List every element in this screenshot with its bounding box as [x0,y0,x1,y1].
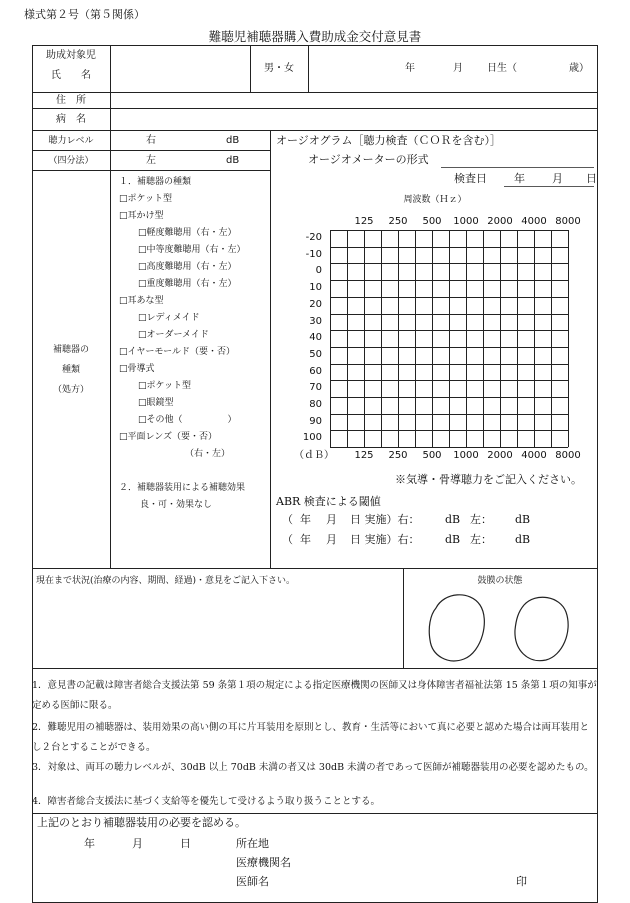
frequency-label-top: 250 [388,216,408,227]
note-4: 4．障害者総合支援法に基づく支給等を優先して受けるよう取り扱うこととする。 [32,796,381,807]
abr-row-text: 左： [470,513,492,526]
address-label: 住 所 [56,95,86,106]
birth-month-label: 月 [453,63,463,74]
abr-row-text: 日 実施）右： [350,533,420,546]
level-label: 90 [309,416,322,427]
level-label: 80 [309,399,322,410]
ear-hook-profound: □重度難聴用（右・左） [138,279,237,289]
db-unit-label: （ｄＢ） [294,450,334,461]
abr-row-text: dB [515,533,531,546]
audiometer-type-label: オージオメーターの形式 [308,153,429,166]
ear-hook-severe: □高度難聴用（右・左） [138,262,237,272]
ear-hook-mild: □軽度難聴用（右・左） [138,228,237,238]
pocket-option: □ポケット型 [119,194,173,204]
frequency-label-bottom: 8000 [555,450,581,461]
hearing-level-method: （四分法） [48,156,94,166]
level-label: 0 [315,265,322,276]
abr-row-text: dB [445,533,461,546]
audiogram-grid [330,230,569,448]
frequency-label-bottom: 2000 [487,450,513,461]
cert-year-label: 年 [84,837,95,850]
bone-eyeglass: □眼鏡型 [138,398,174,408]
hearing-aid-label-3: （処方） [52,385,89,395]
abr-row-text: 日 実施）右： [350,513,420,526]
frequency-label-top: 4000 [521,216,547,227]
frequency-axis-title: 周波数（Ｈｚ） [403,195,467,205]
frequency-label-top: 1000 [453,216,479,227]
audiogram-note: ※気導・骨導聴力をご記入ください。 [395,473,582,486]
abr-row-text: dB [515,513,531,526]
birthday-label: 日生（ [487,63,517,74]
frequency-label-top: 125 [354,216,374,227]
hearing-aid-label-1: 補聴器の [52,345,89,355]
bone-other: □その他（ ） [138,415,237,425]
level-label: 20 [309,299,322,310]
eardrum-label: 鼓膜の状態 [477,576,523,586]
cert-month-label: 月 [132,837,143,850]
age-label: 歳） [569,63,589,74]
disease-label: 病 名 [56,114,86,125]
level-label: 10 [309,282,322,293]
level-label: 50 [309,349,322,360]
exam-day-label: 日 [586,172,597,185]
level-label: 60 [309,366,322,377]
flat-lens-side: （右・左） [185,449,231,459]
gender-options: 男・女 [264,63,294,74]
abr-title: ABR 検査による閾値 [276,495,381,508]
level-label: 70 [309,382,322,393]
ear-hook-moderate: □中等度難聴用（右・左） [138,245,246,255]
ite-option: □耳あな型 [119,296,164,306]
exam-year-label: 年 [514,172,525,185]
status-label: 現在まで状況(治療の内容、期間、経過)・意見をご記入下さい。 [36,576,296,586]
level-label: 40 [309,332,322,343]
abr-row-text: dB [445,513,461,526]
hearing-left-label: 左 [146,155,156,166]
certification-statement: 上記のとおり補聴器装用の必要を認める。 [37,816,246,829]
cert-day-label: 日 [180,837,191,850]
level-label: -20 [305,232,322,243]
level-label: 30 [309,316,322,327]
note-2: 2．難聴児用の補聴器は、装用効果の高い側の耳に片耳装用を原則とし、教育・生活等において真に必要と認めた場合は両耳装用とし２台とすることができる。 [32,722,590,753]
level-label: 100 [302,432,322,443]
frequency-label-top: 2000 [487,216,513,227]
exam-month-label: 月 [552,172,563,185]
level-label: -10 [305,249,322,260]
abr-row-text: （ [282,513,293,526]
right-eardrum-outline [429,595,484,661]
flat-lens-option: □平面レンズ（要・否） [119,432,218,442]
bone-pocket: □ポケット型 [138,381,192,391]
birth-year-label: 年 [405,63,415,74]
note-3: 3．対象は、両耳の聴力レベルが、30dB 以上 70dB 未満の者又は 30dB 未満の者であって医師が補聴器装用の必要を認めたもの。 [32,762,594,773]
effect-options: 良・可・効果なし [140,500,213,510]
frequency-label-bottom: 500 [422,450,442,461]
seal-label: 印 [516,875,527,888]
hearing-aid-label-2: 種類 [61,365,80,375]
hearing-right-label: 右 [146,135,156,146]
frequency-label-bottom: 250 [388,450,408,461]
name-label-line1: 助成対象児 [46,50,96,61]
abr-row-text: 年 [300,533,311,546]
earmold-option: □イヤーモールド（要・否） [119,347,235,357]
document-title: 難聴児補聴器購入費助成金交付意見書 [208,29,422,44]
frequency-label-bottom: 125 [354,450,374,461]
abr-row-text: （ [282,533,293,546]
frequency-label-bottom: 1000 [453,450,479,461]
doctor-label: 医師名 [236,875,269,888]
hearing-right-unit: dB [226,135,240,146]
effect-heading: ２．補聴器装用による補聴効果 [119,483,246,493]
frequency-label-bottom: 4000 [521,450,547,461]
abr-row-text: 月 [326,533,337,546]
frequency-label-top: 8000 [555,216,581,227]
name-label-line2: 氏 名 [51,70,91,81]
frequency-label-top: 500 [422,216,442,227]
exam-date-label: 検査日 [454,172,487,185]
left-eardrum-outline [515,597,568,660]
hearing-left-unit: dB [226,155,240,166]
institution-label: 医療機関名 [236,856,291,869]
ear-hook-option: □耳かけ型 [119,211,164,221]
ite-ready-made: □レディメイド [138,313,200,323]
abr-row-text: 年 [300,513,311,526]
location-label: 所在地 [236,837,269,850]
abr-row-text: 左： [470,533,492,546]
audiogram-title: オージオグラム［聴力検査（ＣＯＲを含む）］ [276,134,501,147]
ite-custom: □オーダーメイド [138,330,209,340]
bone-conduction-option: □骨導式 [119,364,155,374]
abr-row-text: 月 [326,513,337,526]
note-1: 1．意見書の記載は障害者総合支援法第 59 条第１項の規定による指定医療機関の医師又は身体障害者福祉法第 15 条第１項の知事が定める医師に限る。 [32,680,597,711]
hearing-level-label: 聴力レベル [48,136,94,146]
hearing-aid-heading: １．補聴器の種類 [119,177,192,187]
form-code: 様式第２号（第５関係） [24,8,145,21]
